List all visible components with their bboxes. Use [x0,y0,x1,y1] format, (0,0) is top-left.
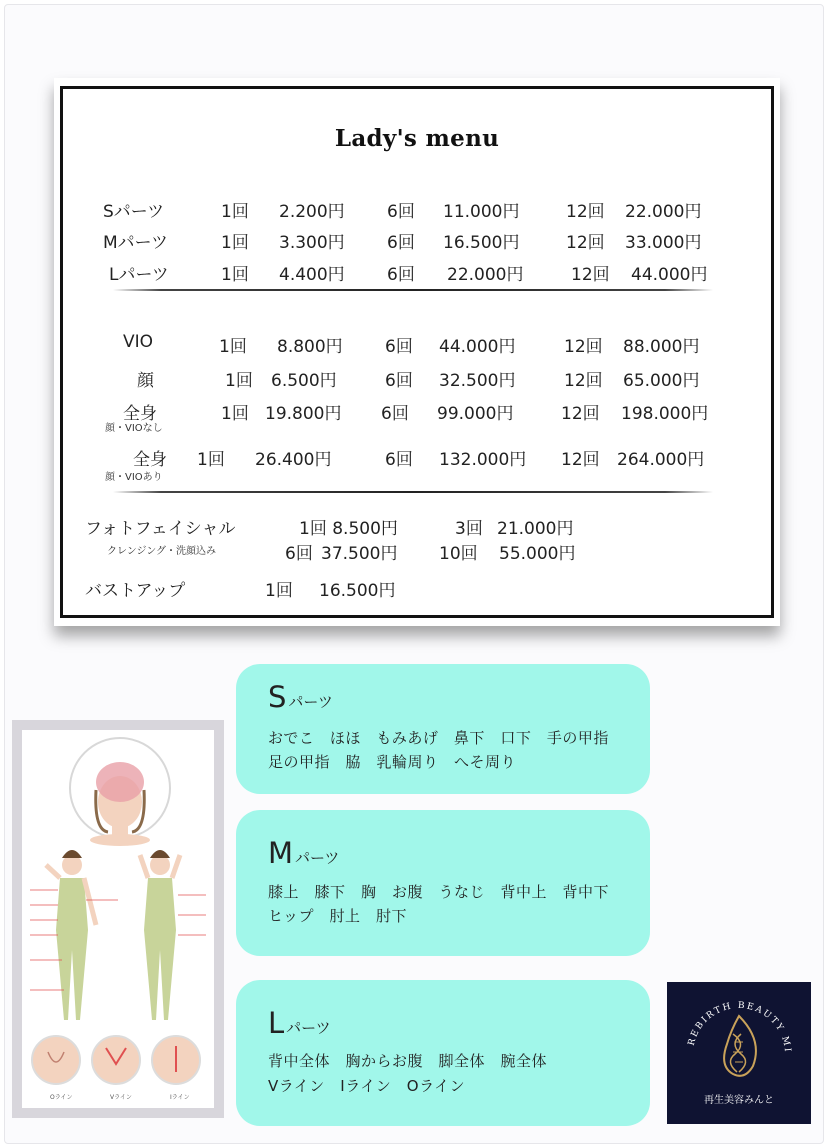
count: 6回 [385,337,413,357]
price: 33.000円 [625,233,702,253]
price: 6.500円 [271,371,337,391]
part-letter: S [268,680,287,714]
body-parts-diagram-icon [22,730,214,1108]
price: 32.500円 [439,371,516,391]
part-letter: L [268,1006,285,1040]
part-suffix: パーツ [286,1019,331,1037]
zoom-label-o: Oライン [50,1094,73,1101]
s-parts-card [236,664,650,794]
count: 3回 [455,519,483,539]
part-suffix: パーツ [288,693,333,711]
count: 6回 [387,265,415,285]
count: 10回 [439,544,478,564]
count: 1回 [225,371,253,391]
price: 65.000円 [623,371,700,391]
price-menu-card [54,78,780,626]
count: 1回 [265,581,293,601]
price: 8.800円 [277,337,343,357]
count-price: 1回 8.500円 [299,519,398,539]
price: 37.500円 [321,544,398,564]
price: 198.000円 [621,404,709,424]
price-menu-frame [60,86,774,618]
price: 22.000円 [447,265,524,285]
count: 12回 [564,371,603,391]
price: 99.000円 [437,404,514,424]
part-letter: M [268,836,294,870]
count: 1回 [221,233,249,253]
row-note: クレンジング・洗顔込み [107,546,217,557]
part-card-title [268,1006,331,1040]
count: 1回 [221,404,249,424]
price: 264.000円 [617,450,705,470]
row-note: 顔・VIOなし [105,423,163,434]
price: 132.000円 [439,450,527,470]
part-areas-line: 膝上 膝下 胸 お腹 うなじ 背中上 背中下 [268,883,610,901]
row-label: 全身 [123,404,157,424]
count: 1回 [197,450,225,470]
count: 12回 [561,450,600,470]
count: 6回 [381,404,409,424]
count: 12回 [566,233,605,253]
price: 88.000円 [623,337,700,357]
part-card-title [268,836,339,870]
count: 6回 [385,371,413,391]
part-card-title [268,680,333,714]
row-label: 全身 [133,450,167,470]
logo-caption: 再生美容みんと [704,1095,774,1106]
price: 11.000円 [443,202,520,222]
price: 44.000円 [439,337,516,357]
part-areas-line: 足の甲指 脇 乳輪周り へそ周り [268,753,517,771]
price: 2.200円 [279,202,345,222]
price: 4.400円 [279,265,345,285]
price: 19.800円 [265,404,342,424]
row-label: VIO [123,332,154,352]
price: 16.500円 [319,581,396,601]
menu-title: Lady's menu [334,125,500,152]
l-parts-card [236,980,650,1126]
count: 6回 [387,233,415,253]
row-label: Mパーツ [103,233,168,253]
price: 16.500円 [443,233,520,253]
price: 22.000円 [625,202,702,222]
row-label: Lパーツ [109,265,169,285]
count: 12回 [561,404,600,424]
row-label: バストアップ [85,581,186,601]
zoom-label-v: Vライン [110,1094,132,1101]
part-areas-line: 背中全体 胸からお腹 脚全体 腕全体 [268,1052,548,1070]
row-label: 顔 [137,371,154,391]
logo-arc-text: REBIRTH BEAUTY MI [686,1000,793,1054]
price: 55.000円 [499,544,576,564]
count: 6回 [285,544,313,564]
divider [113,491,713,493]
price: 44.000円 [631,265,708,285]
m-parts-card [236,810,650,956]
count: 12回 [566,202,605,222]
price: 3.300円 [279,233,345,253]
row-label: フォトフェイシャル [85,519,236,539]
count: 12回 [571,265,610,285]
row-note: 顔・VIOあり [105,472,163,483]
count: 12回 [564,337,603,357]
price: 26.400円 [255,450,332,470]
row-label: Sパーツ [103,202,165,222]
price: 21.000円 [497,519,574,539]
divider [113,289,713,291]
part-areas-line: ヒップ 肘上 肘下 [268,907,408,925]
count: 6回 [385,450,413,470]
body-parts-illustration [12,720,224,1118]
count: 1回 [221,202,249,222]
count: 1回 [221,265,249,285]
count: 6回 [387,202,415,222]
svg-text:REBIRTH BEAUTY MINT [667,982,792,1054]
brand-logo [667,982,811,1124]
part-areas-line: Vライン Iライン Oライン [268,1077,466,1095]
part-suffix: パーツ [295,849,340,867]
count: 1回 [219,337,247,357]
part-areas-line: おでこ ほほ もみあげ 鼻下 口下 手の甲指 [268,729,609,747]
zoom-label-i: Iライン [170,1094,190,1101]
